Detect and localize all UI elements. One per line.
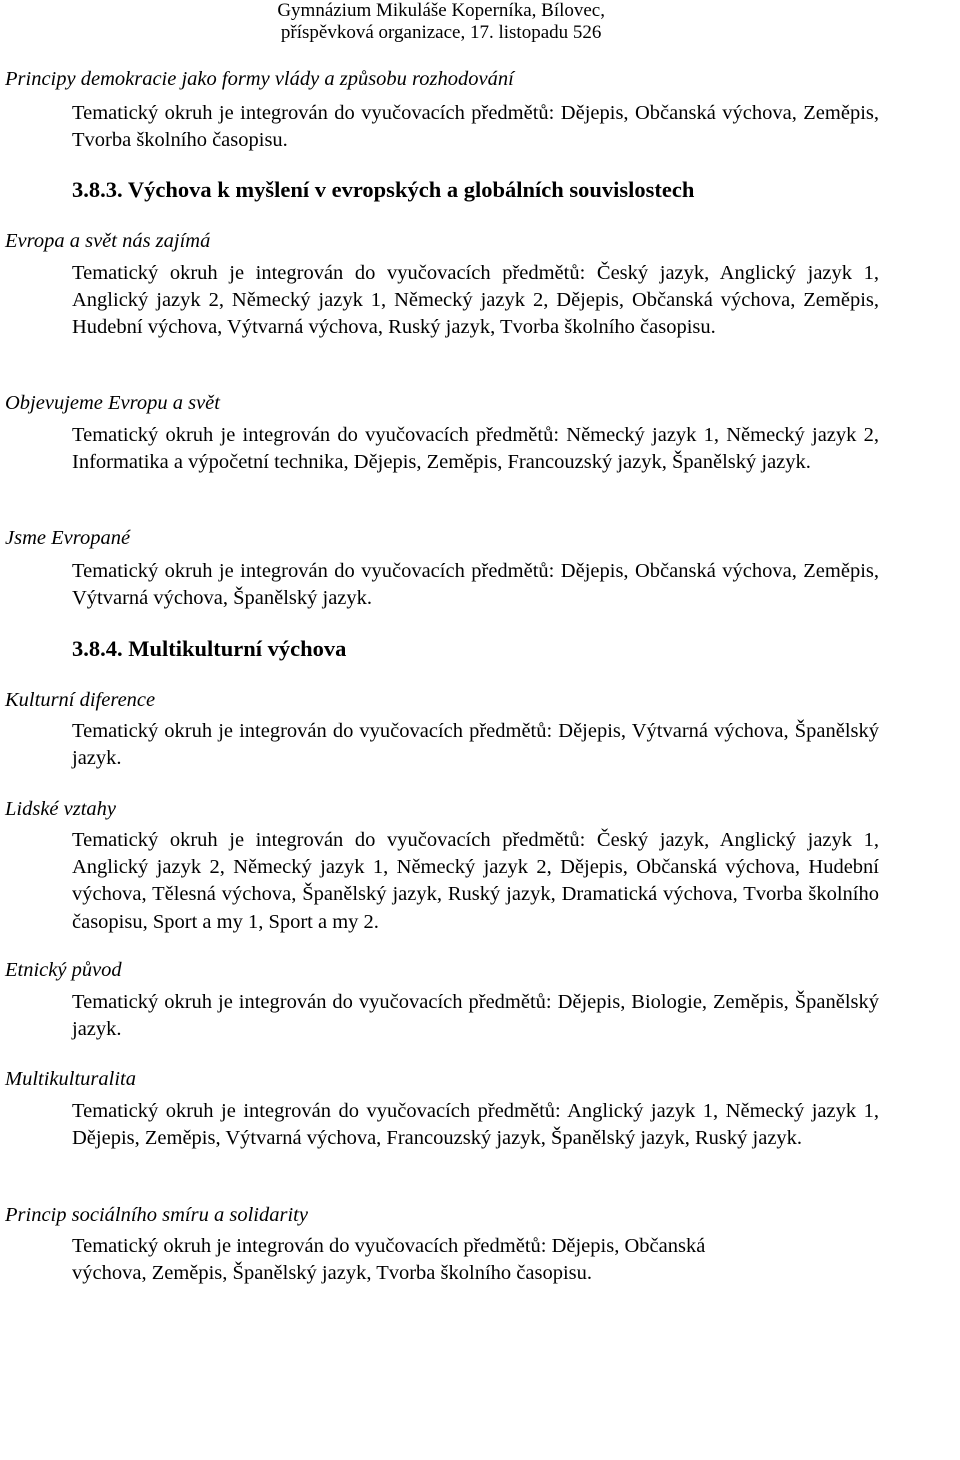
topic-title-objevujeme-evropu: Objevujeme Evropu a svět [5, 392, 220, 414]
topic-text-princip-socialniho-smiru [72, 1233, 879, 1287]
topic-text-multikulturalita: Tematický okruh je integrován do vyučovacích předmětů: Anglický jazyk 1, Německý jazyk 1, Dějepis, Zeměpis, Výtvarná výchova, Francouzský jazyk, Španělský jazyk, Ruský jazyk. [72, 1100, 879, 1150]
section-heading-3-8-3 [72, 175, 694, 205]
topic-title-lidske-vztahy: Lidské vztahy [5, 798, 117, 820]
topic-text-jsme-evropane: Tematický okruh je integrován do vyučovacích předmětů: Dějepis, Občanská výchova, Zeměpis, Výtvarná výchova, Španělský jazyk. [72, 560, 879, 610]
topic-text-principy-demokracie: Tematický okruh je integrován do vyučovacích předmětů: Dějepis, Občanská výchova, Zeměpis, Tvorba školního časopisu. [72, 102, 879, 152]
section-title: Výchova k myšlení v evropských a globálních souvislostech [127, 177, 695, 202]
topic-title-principy-demokracie: Principy demokracie jako formy vlády a způsobu rozhodování [5, 68, 514, 90]
topic-text-lidske-vztahy: Tematický okruh je integrován do vyučovacích předmětů: Český jazyk, Anglický jazyk 1, Anglický jazyk 2, Německý jazyk 1, Německý jazyk 2, Dějepis, Občanská výchova, Hudební výchova, Tělesná výchova, Španělský jazyk, Ruský jazyk, Dramatická výchova, Tvorba školního časopisu, Sport a my 1, Sport a my 2. [72, 829, 879, 933]
topic-title-etnicky-puvod: Etnický původ [5, 959, 122, 981]
section-number: 3.8.4. [72, 636, 123, 661]
text-line: výchova, Zeměpis, Španělský jazyk, Tvorba školního časopisu. [72, 1262, 592, 1285]
section-title: Multikulturní výchova [128, 636, 347, 661]
topic-text-evropa-a-svet: Tematický okruh je integrován do vyučovacích předmětů: Český jazyk, Anglický jazyk 1, Anglický jazyk 2, Německý jazyk 1, Německý jazyk 2, Dějepis, Občanská výchova, Zeměpis, Hudební výchova, Výtvarná výchova, Ruský jazyk, Tvorba školního časopisu. [72, 262, 879, 339]
text-line: Tematický okruh je integrován do vyučovacích předmětů: Dějepis, Občanská [72, 1235, 706, 1257]
topic-title-evropa-a-svet: Evropa a svět nás zajímá [5, 230, 211, 252]
header-line-school: Gymnázium Mikuláše Koperníka, Bílovec, [277, 0, 605, 21]
topic-text-kulturni-diference: Tematický okruh je integrován do vyučovacích předmětů: Dějepis, Výtvarná výchova, Španělský jazyk. [72, 720, 879, 770]
topic-text-objevujeme-evropu: Tematický okruh je integrován do vyučovacích předmětů: Německý jazyk 1, Německý jazyk 2, Informatika a výpočetní technika, Dějepis, Zeměpis, Francouzský jazyk, Španělský jazyk. [72, 424, 879, 474]
topic-title-multikulturalita: Multikulturalita [5, 1068, 136, 1090]
topic-text-etnicky-puvod: Tematický okruh je integrován do vyučovacích předmětů: Dějepis, Biologie, Zeměpis, Španělský jazyk. [72, 991, 879, 1041]
section-number: 3.8.3. [72, 177, 123, 202]
section-heading-3-8-4 [72, 634, 346, 664]
topic-title-jsme-evropane: Jsme Evropané [5, 527, 131, 549]
topic-title-princip-socialniho-smiru: Princip sociálního smíru a solidarity [5, 1204, 308, 1226]
header-line-address: příspěvková organizace, 17. listopadu 526 [280, 22, 602, 43]
page-header [277, 0, 605, 44]
topic-title-kulturni-diference: Kulturní diference [5, 689, 156, 711]
